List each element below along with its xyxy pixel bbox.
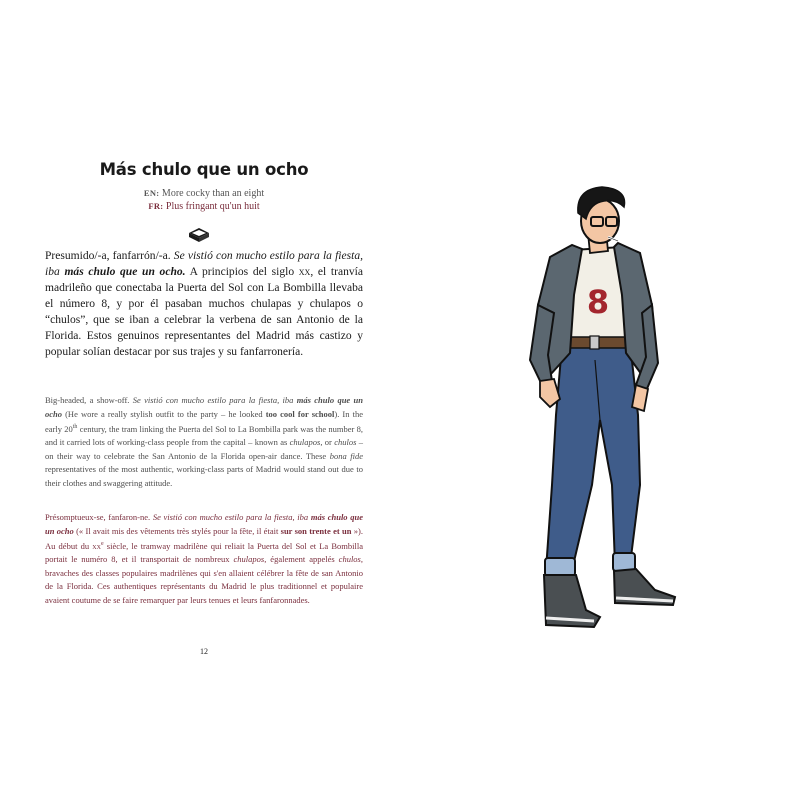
french-tag: FR: bbox=[148, 201, 164, 211]
english-translation bbox=[45, 188, 363, 199]
french-translation bbox=[45, 201, 363, 212]
greaser-man-illustration bbox=[490, 185, 690, 635]
french-definition: Présomptueux-se, fanfaron-ne. Se vistió con mucho estilo para la fiesta, iba más chulo que un ocho (« Il avait mis des vêtements très stylés pour la fête, il était sur son trente et un »). Au début du $xx^e$ siècle, le tramway madrilène qui reliait la Puerta del Sol et La Bombilla portait le numéro 8, et il transportait de nombreux chulapos, également appelés chulos, bravaches des classes populaires madrilènes qui s'en allaient célébrer la fête de san Antonio de la Florida. Ces authentiques représentants du Madrid le plus traditionnel et populaire avaient coutume de se faire remarquer par leurs tenues et leurs fanfaronnades. bbox=[45, 512, 364, 605]
shirt-number: 8 bbox=[586, 283, 610, 321]
french-translation-text: Plus fringant qu'un huit bbox=[165, 201, 260, 212]
page-number: 12 bbox=[200, 647, 208, 656]
english-translation-text: More cocky than an eight bbox=[161, 188, 265, 199]
english-tag: EN: bbox=[143, 188, 160, 198]
english-definition: Big-headed, a show-off. Se vistió con mucho estilo para la fiesta, iba más chulo que un ocho (He wore a really stylish outfit to the party – he looked too cool for school). In the early 20th century, the tram linking the Puerta del Sol to La Bombilla park was the number 8, and it carried lots of working-class people from the capital – known as chulapos, or chulos – on their way to celebrate the San Antonio de la Florida open-air dance. These bona fide representatives of the most authentic, working-class parts of Madrid would stand out due to their clothes and swaggering attitude. bbox=[45, 395, 364, 488]
book-icon bbox=[187, 224, 211, 244]
spanish-definition: Presumido/-a, fanfarrón/-a. Se vistió con mucho estilo para la fiesta, iba más chulo que un ocho. A principios del siglo xx, el tranvía madrileño que conectaba la Puerta del Sol con La Bombilla llevaba el número 8, y por él pasaban muchos chulapas y chulapos o “chulos”, que se iban a celebrar la verbena de san Antonio de la Florida. Estos genuinos representantes del Madrid más castizo y popular solían destacar por sus trajes y su fanfarronería. bbox=[45, 250, 363, 358]
entry-title: Más chulo que un ocho bbox=[99, 160, 309, 179]
